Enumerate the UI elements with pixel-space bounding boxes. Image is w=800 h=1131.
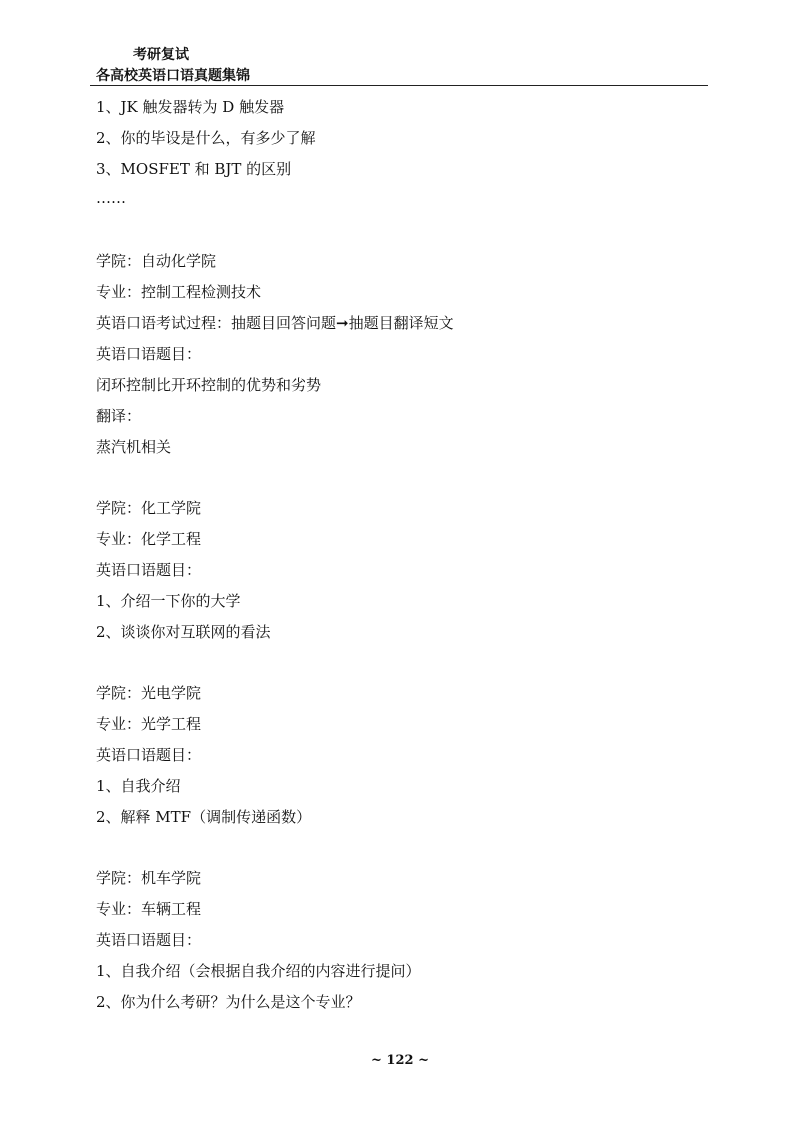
text-line: 英语口语考试过程：抽题目回答问题➞抽题目翻译短文 [96,314,454,332]
text-line: 专业：光学工程 [96,715,202,733]
header-subtitle: 各高校英语口语真题集锦 [96,68,250,84]
text-line: 2、你的毕设是什么，有多少了解 [96,129,316,147]
text-line: 英语口语题目： [96,746,202,764]
text-line: 2、解释 MTF（调制传递函数） [96,808,312,826]
text-line: 蒸汽机相关 [96,438,172,456]
text-line: 英语口语题目： [96,345,202,363]
text-line: 专业：化学工程 [96,530,202,548]
text-line: 3、MOSFET 和 BJT 的区别 [96,160,292,178]
text-line: 学院：机车学院 [96,869,202,887]
text-line: 英语口语题目： [96,561,202,579]
text-line: 1、JK 触发器转为 D 触发器 [96,98,285,116]
text-line: 1、自我介绍 [96,777,181,795]
header-rule [90,85,708,86]
page-number: ~ 122 ~ [371,1053,429,1068]
text-line: 1、介绍一下你的大学 [96,592,241,610]
text-line: 英语口语题目： [96,931,202,949]
text-line: 学院：自动化学院 [96,252,217,270]
text-line: 学院：光电学院 [96,684,202,702]
text-line: 学院：化工学院 [96,499,202,517]
text-line: …… [96,189,126,207]
text-line: 专业：控制工程检测技术 [96,283,262,301]
text-line: 翻译： [96,407,142,425]
text-line: 2、谈谈你对互联网的看法 [96,623,271,641]
text-line: 1、自我介绍（会根据自我介绍的内容进行提问） [96,962,421,980]
text-line: 2、你为什么考研？为什么是这个专业？ [96,993,361,1011]
text-line: 闭环控制比开环控制的优势和劣势 [96,376,322,394]
header-title: 考研复试 [133,47,189,63]
text-line: 专业：车辆工程 [96,900,202,918]
